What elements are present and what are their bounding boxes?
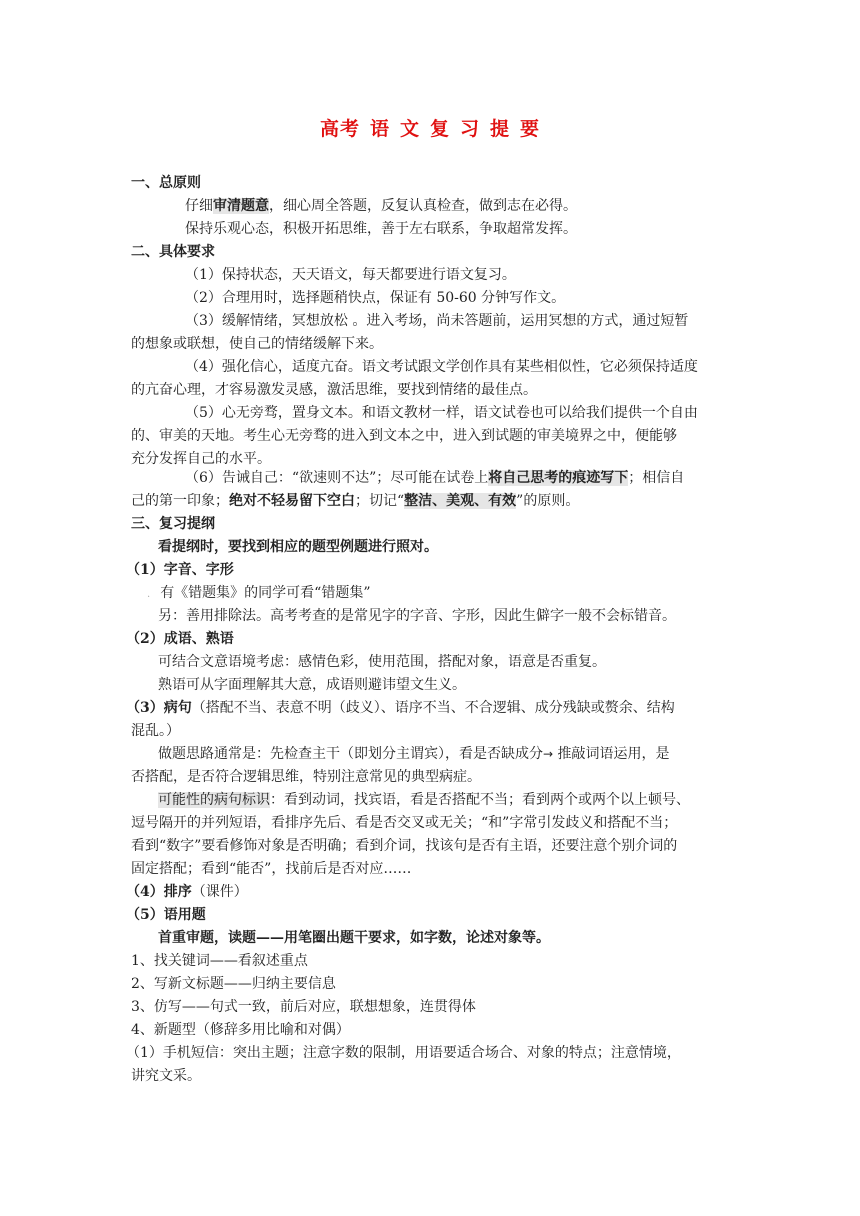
subsection-heading: （5）语用题 bbox=[126, 907, 206, 923]
subsection-heading bbox=[126, 880, 248, 904]
title-word: 语 bbox=[369, 118, 390, 140]
text: 仔细 bbox=[185, 198, 213, 214]
text: （4）排序 bbox=[126, 884, 192, 900]
paragraph: 逗号隔开的并列短语，看排序先后、看是否交叉或无关；“和”字常引发歧义和搭配不当； bbox=[131, 815, 678, 831]
bold-text: 绝对不轻易留下空白 bbox=[229, 493, 355, 509]
text: （搭配不当、表意不明（歧义）、语序不当、不合逻辑、成分残缺或赘余、结构 bbox=[191, 700, 675, 716]
highlighted-text: 整洁、美观、有效 bbox=[404, 493, 517, 509]
list-item: （4）强化信心，适度亢奋。语文考试跟文学创作具有某些相似性，它必须保持适度 bbox=[185, 359, 698, 375]
list-item-continuation: 的、审美的天地。考生心无旁骛的进入到文本之中，进入到试题的审美境界之中，便能够 bbox=[131, 428, 677, 444]
text: 做题思路通常是：先检查主干（即划分主谓宾），看是否缺成分 bbox=[158, 746, 543, 762]
text: 有《错题集》的同学可看“错题集” bbox=[160, 585, 371, 601]
list-item-continuation: 讲究文采。 bbox=[131, 1068, 201, 1084]
text: ；切记“ bbox=[355, 493, 405, 509]
title-word: 文 bbox=[399, 118, 420, 140]
section-heading: 一、总原则 bbox=[131, 175, 201, 191]
page-title bbox=[0, 114, 860, 141]
text: （3） bbox=[126, 700, 164, 716]
subsection-heading bbox=[126, 696, 675, 720]
title-word: 提 bbox=[490, 118, 511, 140]
paragraph: 保持乐观心态，积极开拓思维，善于左右联系，争取超常发挥。 bbox=[185, 221, 577, 237]
paragraph: 看到“数字”要看修饰对象是否明确；看到介词，找该句是否有主语，还要注意个别介词的 bbox=[131, 838, 678, 854]
subsection-heading: （2）成语、熟语 bbox=[126, 631, 234, 647]
text: 己的第一印象； bbox=[131, 493, 229, 509]
list-item: 3、仿写——句式一致，前后对应，联想想象，连贯得体 bbox=[131, 999, 476, 1015]
section-heading: 二、具体要求 bbox=[131, 244, 215, 260]
list-item: （3）缓解情绪，冥想放松 。进入考场，尚未答题前，运用冥想的方式，通过短暂 bbox=[185, 313, 689, 329]
highlighted-text: 可能性的病句标识 bbox=[158, 792, 270, 808]
text: ；相信自 bbox=[628, 470, 685, 486]
list-item: 4、新题型（修辞多用比喻和对偶） bbox=[131, 1022, 350, 1038]
list-item: （5）心无旁骛，置身文本。和语文教材一样，语文试卷也可以给我们提供一个自由 bbox=[185, 405, 698, 421]
paragraph: 熟语可从字面理解其大意，成语则避讳望文生义。 bbox=[158, 677, 466, 693]
lead-text: 看提纲时，要找到相应的题型例题进行照对。 bbox=[158, 539, 438, 555]
list-item: 2、写新文标题——归纳主要信息 bbox=[131, 976, 336, 992]
text: 病句 bbox=[163, 700, 192, 716]
lead-text: 首重审题，读题——用笔圈出题干要求，如字数，论述对象等。 bbox=[158, 930, 550, 946]
title-word: 习 bbox=[460, 118, 481, 140]
highlighted-text: 将自己思考的痕迹写下 bbox=[488, 470, 629, 486]
list-item bbox=[185, 466, 684, 490]
subsection-heading: （1）字音、字形 bbox=[126, 562, 234, 578]
paragraph bbox=[158, 742, 670, 766]
paragraph bbox=[185, 194, 577, 218]
paragraph: 混乱。） bbox=[131, 723, 180, 739]
title-word: 复 bbox=[429, 118, 450, 140]
list-item: （1）手机短信：突出主题；注意字数的限制，用语要适合场合、对象的特点；注意情境， bbox=[126, 1045, 681, 1061]
text: ，细心周全答题，反复认真检查，做到志在必得。 bbox=[269, 198, 577, 214]
section-heading: 三、复习提纲 bbox=[131, 516, 215, 532]
text: 推敲词语运用，是 bbox=[553, 746, 670, 762]
list-item-continuation: 充分发挥自己的水平。 bbox=[131, 451, 271, 467]
title-word: 高考 bbox=[319, 118, 360, 140]
list-item: （1）保持状态，天天语文，每天都要进行语文复习。 bbox=[185, 267, 516, 283]
list-item: 1、找关键词——看叙述重点 bbox=[131, 953, 308, 969]
list-item-continuation bbox=[131, 489, 579, 513]
list-item-continuation: 的亢奋心理，才容易激发灵感，激活思维，要找到情绪的最佳点。 bbox=[131, 382, 537, 398]
paragraph: 固定搭配；看到“能否”，找前后是否对应…… bbox=[131, 861, 412, 877]
paragraph: 否搭配，是否符合逻辑思维，特别注意常见的典型病症。 bbox=[131, 769, 481, 785]
arrow-icon: → bbox=[543, 747, 554, 761]
text: （课件） bbox=[191, 884, 248, 900]
bullet-dot: . bbox=[147, 589, 151, 600]
text: ”的原则。 bbox=[516, 493, 580, 509]
list-item-continuation: 的想象或联想，使自己的情绪缓解下来。 bbox=[131, 336, 383, 352]
list-item: （2）合理用时，选择题稍快点，保证有 50-60 分钟写作文。 bbox=[185, 290, 566, 306]
paragraph: 另：善用排除法。高考考查的是常见字的字音、字形，因此生僻字一般不会标错音。 bbox=[158, 608, 676, 624]
text: ：看到动词，找宾语，看是否搭配不当；看到两个或两个以上顿号、 bbox=[270, 792, 690, 808]
title-word: 要 bbox=[520, 118, 541, 140]
paragraph bbox=[158, 788, 690, 812]
text: （6）告诫自己：“欲速则不达”；尽可能在试卷上 bbox=[185, 470, 489, 486]
paragraph: 可结合文意语境考虑：感情色彩，使用范围，搭配对象，语意是否重复。 bbox=[158, 654, 606, 670]
highlighted-text: 审清题意 bbox=[213, 198, 269, 214]
